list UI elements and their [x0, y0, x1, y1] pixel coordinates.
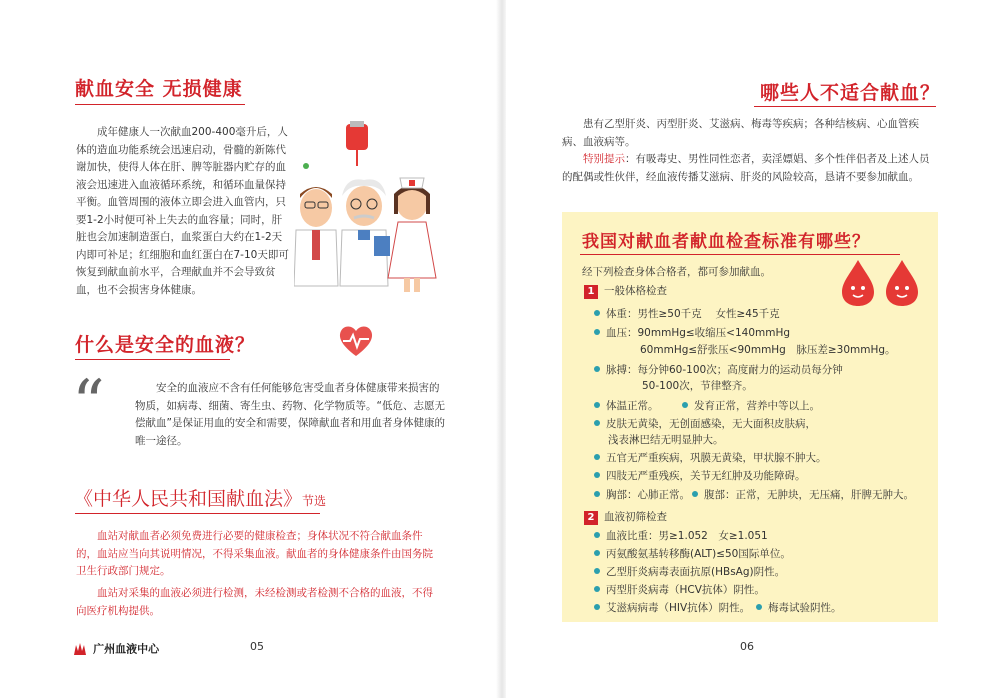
right-page	[506, 0, 1004, 698]
list-item: 艾滋病病毒（HIV抗体）阴性。	[594, 600, 750, 615]
list-item: 五官无严重疾病，巩膜无黄染，甲状腺不肿大。	[594, 450, 827, 465]
footer-logo	[72, 638, 159, 657]
standards-intro: 经下列检查身体合格者，都可参加献血。	[582, 266, 771, 278]
bullet-icon	[594, 491, 600, 497]
bullet-icon	[594, 586, 600, 592]
bullet-icon	[594, 454, 600, 460]
quote-mark-icon: “	[72, 367, 105, 441]
bullet-icon	[594, 310, 600, 316]
box-title-underline	[580, 254, 900, 255]
law-paragraph-2: 血站对采集的血液必须进行检测，未经检测或者检测不合格的血液，不得向医疗机构提供。	[76, 587, 433, 617]
list-item: 体重：男性≥50千克 女性≥45千克	[594, 306, 780, 321]
bullet-icon	[594, 329, 600, 335]
section-title-safe-donation: 献血安全 无损健康	[75, 78, 243, 100]
section-number-badge: 1	[584, 285, 598, 299]
bullet-icon	[594, 532, 600, 538]
list-item: 脉搏：每分钟60-100次；高度耐力的运动员每分钟	[594, 362, 843, 377]
blood-drop-mascots-icon	[836, 258, 928, 308]
safe-donation-paragraph: 成年健康人一次献血200-400毫升后，人体的造血功能系统会迅速启动，骨髓的新陈代谢加快，使得人体在肝、脾等脏器内贮存的血液会迅速进入血液循环系统，和循环血量保持平衡。血管周围的液体立即会进入血管内，只要1-2小时便可补上失去的血容量；同时，肝脏也会加速制造蛋白，血浆蛋白大约在1-2天内即可补足；红细胞和血红蛋白在7-10天即可恢复到献血前水平，合理献血并不会导致贫血，也不会损害身体健康。	[76, 126, 289, 296]
law-suffix: 节选	[302, 494, 327, 508]
list-item: 体温正常。	[594, 398, 659, 413]
list-item: 丙型肝炎病毒（HCV抗体）阴性。	[594, 582, 765, 597]
list-item-continuation: 60mmHg≤舒张压<90mmHg 脉压差≥30mmHg。	[640, 344, 896, 356]
section-general-exam-title: 一般体格检查	[604, 285, 667, 297]
bullet-icon	[594, 420, 600, 426]
bullet-icon	[692, 491, 698, 497]
section-general-exam	[584, 283, 667, 299]
bullet-icon	[594, 550, 600, 556]
doctors-illustration	[294, 118, 450, 296]
title-underline	[754, 106, 936, 107]
unsuitable-paragraph: 患有乙型肝炎、丙型肝炎、艾滋病、梅毒等疾病；各种结核病、心血管疾病、血液病等。	[562, 118, 919, 148]
section-blood-screening	[584, 509, 667, 525]
list-item: 发育正常，营养中等以上。	[682, 398, 820, 413]
list-item-continuation: 50-100次，节律整齐。	[642, 380, 753, 392]
list-item: 皮肤无黄染，无创面感染，无大面积皮肤病，	[594, 416, 816, 431]
special-tip-label: 特别提示	[583, 153, 625, 165]
page-number: 06	[740, 640, 754, 653]
law-underline	[75, 513, 320, 514]
page-number: 05	[250, 640, 264, 653]
special-tip-paragraph	[562, 151, 938, 186]
bullet-icon	[756, 604, 762, 610]
list-item: 腹部：正常，无肿块，无压痛，肝脾无肿大。	[692, 487, 914, 502]
title-underline	[75, 359, 230, 360]
flame-logo-icon	[72, 641, 88, 657]
bullet-icon	[594, 472, 600, 478]
list-item: 四肢无严重残疾，关节无红肿及功能障碍。	[594, 468, 806, 483]
special-tip-text: ：有吸毒史、男性同性恋者，卖淫嫖娼、多个性伴侣者及上述人员的配偶或性伙伴，经血液传播艾滋病、肝炎的风险较高，恳请不要参加献血。	[562, 153, 930, 183]
section-number-badge: 2	[584, 511, 598, 525]
heart-pulse-icon	[337, 321, 375, 359]
law-name: 《中华人民共和国献血法》	[74, 488, 303, 510]
list-item-continuation: 浅表淋巴结无明显肿大。	[608, 434, 724, 446]
bullet-icon	[594, 366, 600, 372]
section-title-unsuitable: 哪些人不适合献血？	[760, 82, 941, 104]
list-item: 梅毒试验阴性。	[756, 600, 842, 615]
bullet-icon	[594, 568, 600, 574]
list-item: 血压：90mmHg≤收缩压<140mmHg	[594, 325, 790, 340]
bullet-icon	[682, 402, 688, 408]
left-page	[0, 0, 500, 698]
title-underline	[75, 104, 245, 105]
law-title	[74, 484, 326, 511]
safe-blood-paragraph: 安全的血液应不含有任何能够危害受血者身体健康带来损害的物质，如病毒、细菌、寄生虫、药物、化学物质等。“低危、志愿无偿献血”是保证用血的安全和需要，保障献血者和用血者身体健康的唯一途径。	[135, 382, 445, 447]
list-item: 乙型肝炎病毒表面抗原(HBsAg)阴性。	[594, 564, 785, 579]
section-title-safe-blood: 什么是安全的血液？	[75, 334, 256, 356]
section-blood-screening-title: 血液初筛检查	[604, 511, 667, 523]
list-item: 丙氨酸氨基转移酶(ALT)≤50国际单位。	[594, 546, 791, 561]
footer-logo-text: 广州血液中心	[93, 642, 160, 656]
list-item: 胸部：心肺正常。	[594, 487, 690, 502]
list-item: 血液比重：男≥1.052 女≥1.051	[594, 528, 768, 543]
bullet-icon	[594, 604, 600, 610]
bullet-icon	[594, 402, 600, 408]
law-paragraph-1: 血站对献血者必须免费进行必要的健康检查；身体状况不符合献血条件的，血站应当向其说明情况，不得采集血液。献血者的身体健康条件由国务院卫生行政部门规定。	[76, 530, 433, 577]
standards-box-title: 我国对献血者献血检查标准有哪些？	[582, 232, 870, 252]
